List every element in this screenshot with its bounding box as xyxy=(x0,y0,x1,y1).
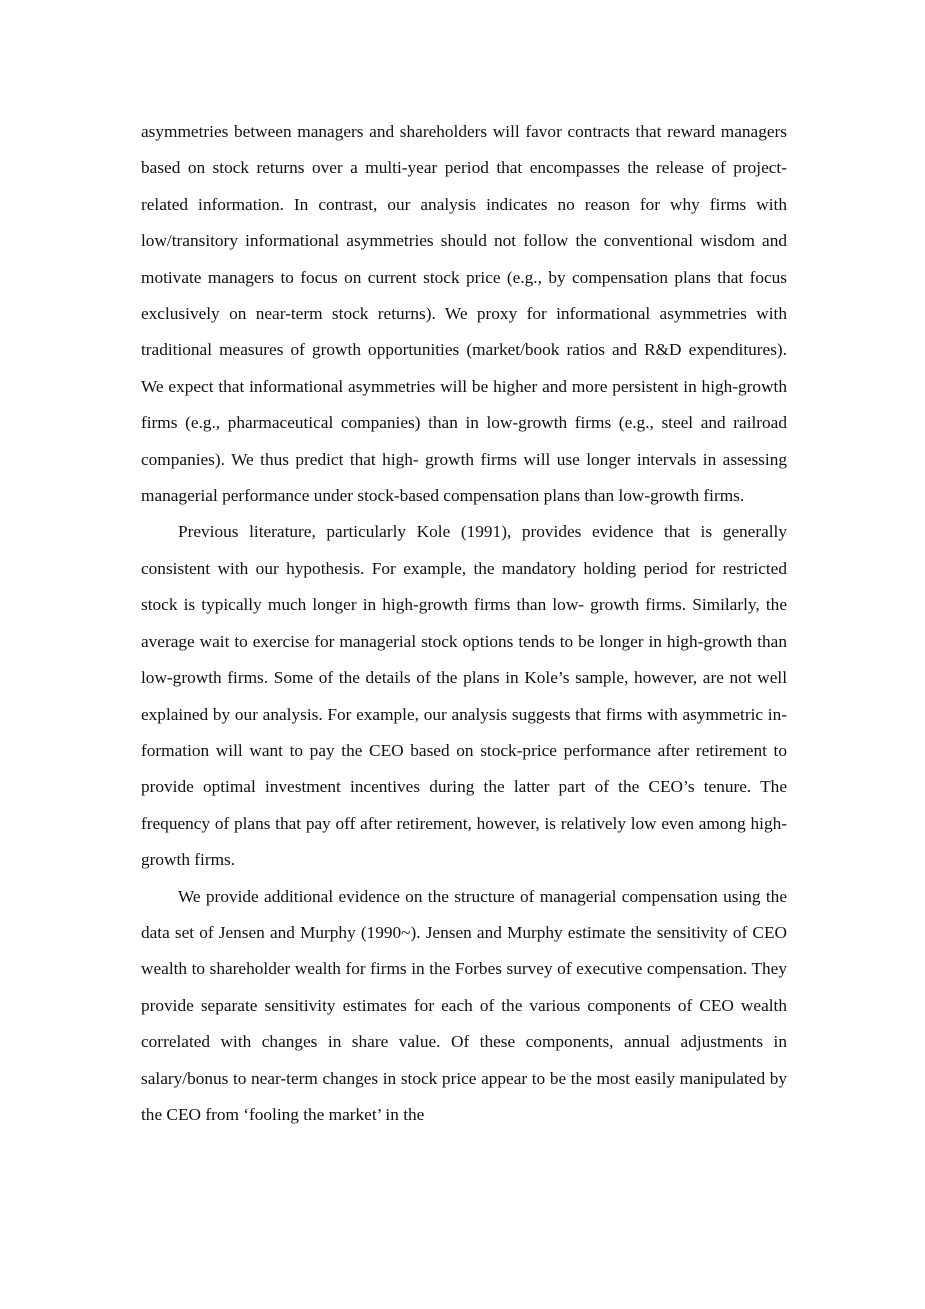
paragraph-additional-evidence: We provide additional evidence on the structure of managerial compensation using the data set of Jensen and Murphy (1990~). Jensen and Murphy estimate the sensitivity of CEO wealth to shareholder wealth for firms in the Forbes survey of executive compensation. They provide separate sensitivity estimates for each of the various components of CEO wealth correlated with changes in share value. Of these components, annual adjustments in salary/bonus to near-term changes in stock price appear to be the most easily manipulated by the CEO from ‘fooling the market’ in the xyxy=(141,886,787,1124)
paragraph-continuation: asymmetries between managers and shareholders will favor contracts that reward managers based on stock returns over a multi-year period that encompasses the release of project-related information. In contrast, our analysis indicates no reason for why firms with low/transitory informational asymmetries should not follow the conventional wisdom and motivate managers to focus on current stock price (e.g., by compensation plans that focus exclusively on near-term stock returns). We proxy for informational asymmetries with traditional measures of growth opportunities (market/book ratios and R&D expenditures). We expect that informational asymmetries will be higher and more persistent in high-growth firms (e.g., pharmaceutical companies) than in low-growth firms (e.g., steel and railroad companies). We thus predict that high- growth firms will use longer intervals in assessing managerial performance under stock-based compensation plans than low-growth firms. xyxy=(141,122,787,506)
paragraph-previous-literature: Previous literature, particularly Kole (1991), provides evidence that is generally consistent with our hypothesis. For example, the mandatory holding period for restricted stock is typically much longer in high-growth firms than low- growth firms. Similarly, the average wait to exercise for managerial stock options tends to be longer in high-growth than low-growth firms. Some of the details of the plans in Kole’s sample, however, are not well explained by our analysis. For example, our analysis suggests that firms with asymmetric in- formation will want to pay the CEO based on stock-price performance after retirement to provide optimal investment incentives during the latter part of the CEO’s tenure. The frequency of plans that pay off after retirement, however, is relatively low even among high-growth firms. xyxy=(141,522,787,870)
body-text xyxy=(141,114,787,1133)
